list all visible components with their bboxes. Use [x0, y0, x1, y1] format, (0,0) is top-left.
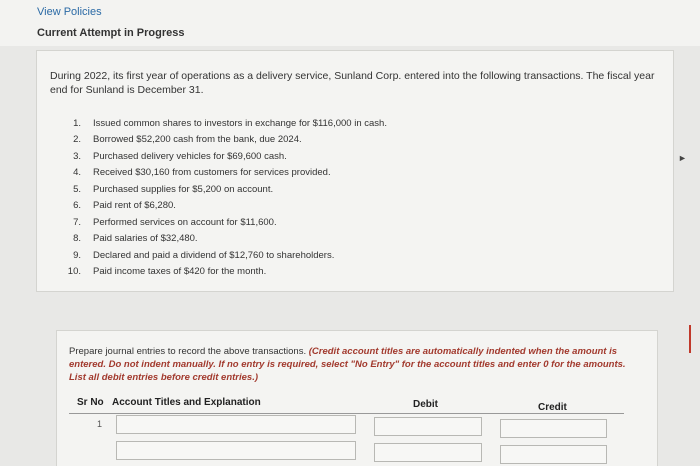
transaction-number: 3. — [73, 150, 81, 162]
row-sr-no: 1 — [97, 419, 103, 429]
transaction-item — [57, 264, 387, 281]
account-title-input[interactable] — [116, 415, 356, 434]
transaction-item — [57, 198, 387, 215]
transaction-number: 6. — [73, 200, 81, 212]
account-titles-header: Account Titles and Explanation — [112, 397, 261, 408]
sr-no-header: Sr No — [77, 397, 104, 408]
attempt-status: Current Attempt in Progress — [37, 27, 185, 39]
transaction-text: Paid income taxes of $420 for the month. — [93, 266, 267, 278]
mouse-pointer-icon: ► — [678, 153, 687, 163]
transaction-text: Purchased supplies for $5,200 on account. — [93, 183, 274, 195]
transaction-item — [57, 148, 387, 165]
problem-panel — [36, 50, 674, 292]
transaction-text: Received $30,160 from customers for services provided. — [93, 167, 331, 179]
transaction-item — [57, 115, 387, 132]
top-bar — [0, 0, 700, 46]
transaction-number: 10. — [67, 266, 81, 278]
debit-input[interactable] — [374, 417, 482, 436]
transaction-item — [57, 231, 387, 248]
view-policies-link[interactable]: View Policies — [37, 6, 102, 18]
credit-input-2[interactable] — [500, 445, 607, 464]
transaction-text: Paid rent of $6,280. — [93, 200, 176, 212]
transaction-item — [57, 214, 387, 231]
transaction-number: 5. — [73, 183, 81, 195]
instructions-text: Prepare journal entries to record the above transactions. — [69, 346, 309, 357]
transaction-text: Borrowed $52,200 cash from the bank, due 2024. — [93, 134, 302, 146]
transaction-text: Purchased delivery vehicles for $69,600 cash. — [93, 150, 287, 162]
edge-marker — [689, 325, 691, 353]
transaction-item — [57, 247, 387, 264]
credit-input[interactable] — [500, 419, 607, 438]
debit-input-2[interactable] — [374, 443, 482, 462]
journal-panel — [56, 330, 658, 466]
transaction-number: 7. — [73, 216, 81, 228]
transaction-number: 1. — [73, 117, 81, 129]
credit-header: Credit — [538, 402, 567, 413]
transaction-number: 4. — [73, 167, 81, 179]
transaction-text: Issued common shares to investors in exchange for $116,000 in cash. — [93, 117, 387, 129]
transaction-text: Paid salaries of $32,480. — [93, 233, 198, 245]
transaction-item — [57, 181, 387, 198]
transaction-number: 9. — [73, 249, 81, 261]
transaction-list — [57, 115, 387, 280]
transaction-number: 8. — [73, 233, 81, 245]
debit-header: Debit — [413, 399, 438, 410]
transaction-item — [57, 165, 387, 182]
transaction-number: 2. — [73, 134, 81, 146]
transaction-text: Performed services on account for $11,600. — [93, 216, 277, 228]
instructions-emphasis: (Credit account titles are automatically indented when the amount is entered. Do not indent manually. If no entry is required, select "No Entry" for the account titles and enter 0 for the amounts. List all debit entries before credit entries.) — [69, 346, 626, 383]
transaction-item — [57, 132, 387, 149]
account-title-input-2[interactable] — [116, 441, 356, 460]
problem-intro: During 2022, its first year of operations as a delivery service, Sunland Corp. entered into the following transactions. The fiscal year end for Sunland is December 31. — [50, 70, 655, 96]
transaction-text: Declared and paid a dividend of $12,760 to shareholders. — [93, 249, 335, 261]
header-divider — [69, 413, 624, 414]
journal-instructions — [69, 345, 639, 384]
